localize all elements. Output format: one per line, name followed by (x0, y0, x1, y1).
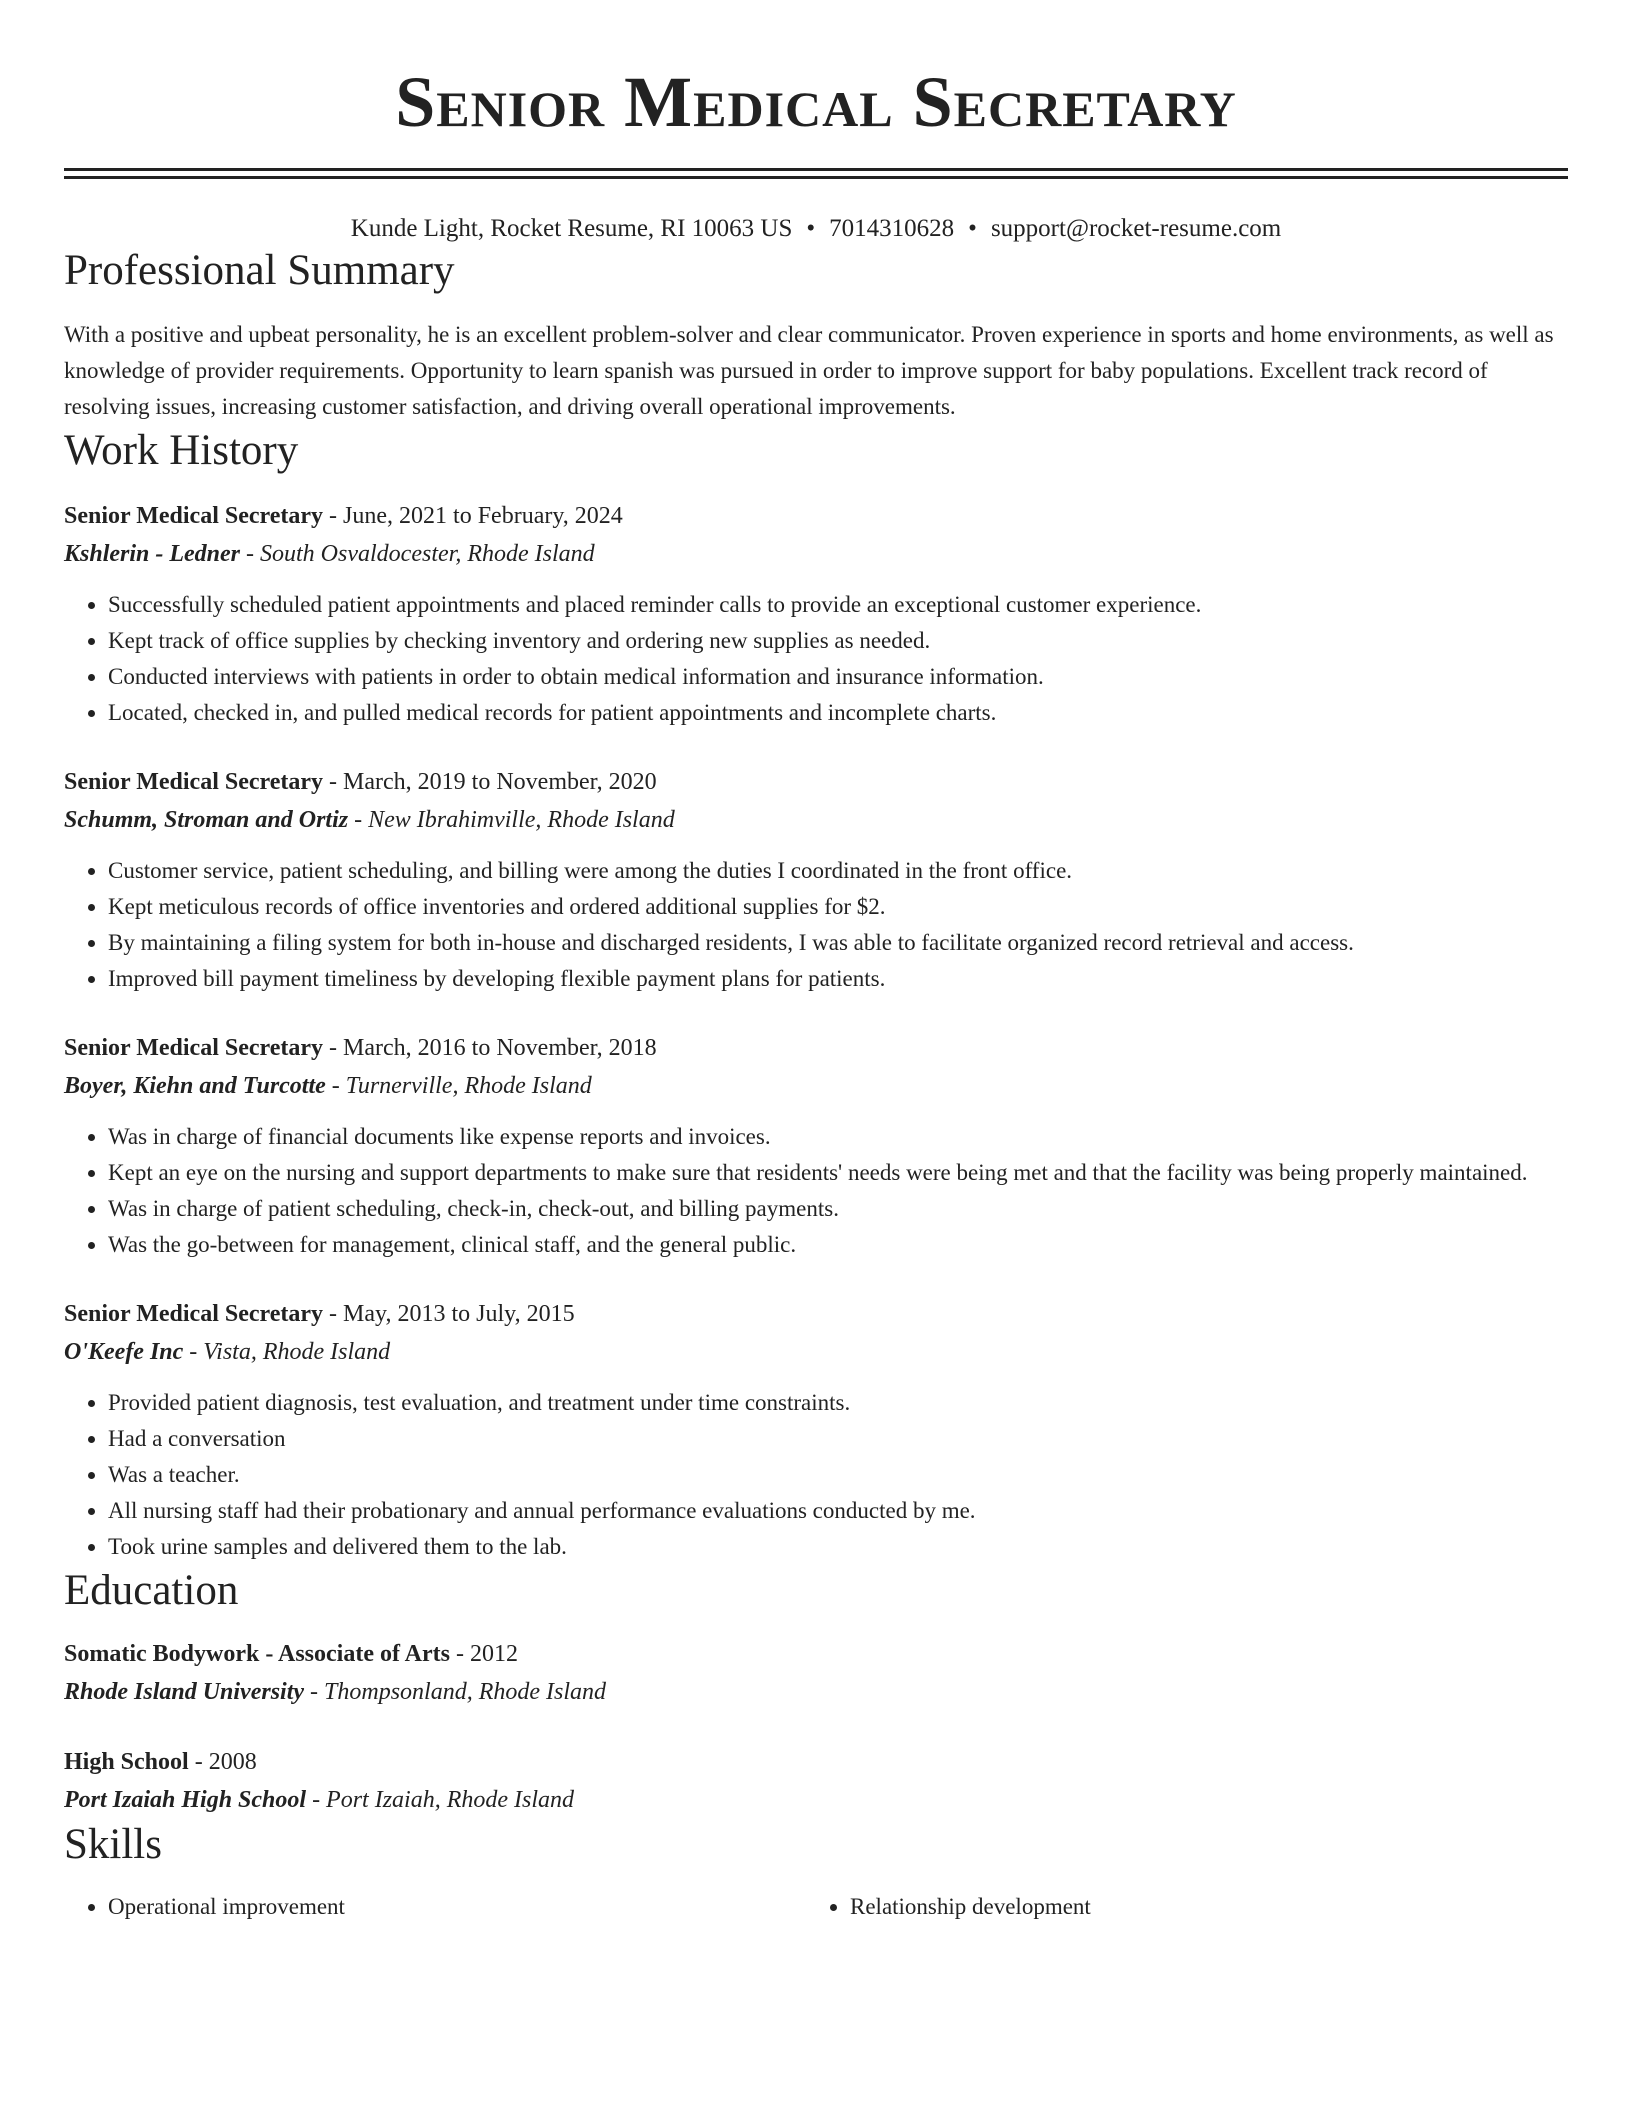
job-company: O'Keefe Inc (64, 1339, 184, 1365)
education-school: Port Izaiah High School (64, 1787, 307, 1813)
job-company: Boyer, Kiehn and Turcotte (64, 1073, 326, 1099)
job-bullet: • Was a teacher. (108, 1457, 1568, 1493)
job-entry (64, 1029, 1568, 1263)
job-bullet: • Kept track of office supplies by checking inventory and ordering new supplies as needed. (108, 623, 1568, 659)
job-bullet: • Customer service, patient scheduling, and billing were among the duties I coordinated in the front office. (108, 853, 1568, 889)
title-divider (64, 168, 1568, 179)
job-entry (64, 497, 1568, 731)
contact-address: Kunde Light, Rocket Resume, RI 10063 US (350, 215, 793, 242)
education-entry (64, 1743, 1568, 1819)
job-dates: - June, 2021 to February, 2024 (323, 503, 623, 529)
job-bullet: • Conducted interviews with patients in order to obtain medical information and insurance information. (108, 659, 1568, 695)
education-entry (64, 1635, 1568, 1711)
contact-phone: 7014310628 (829, 215, 955, 242)
education-year: - 2008 (188, 1749, 257, 1775)
job-bullets (64, 587, 1568, 731)
job-dates: - May, 2013 to July, 2015 (323, 1301, 575, 1327)
job-location: - Vista, Rhode Island (183, 1339, 391, 1365)
education-location: - Port Izaiah, Rhode Island (306, 1787, 575, 1813)
skill-item: • Relationship development (850, 1889, 1548, 1925)
skills-column-left (64, 1889, 806, 1925)
job-company-line (64, 801, 1568, 839)
contact-separator: • (968, 215, 977, 242)
education-degree: Somatic Bodywork - Associate of Arts (64, 1641, 450, 1667)
job-title: Senior Medical Secretary (64, 769, 324, 795)
job-entry (64, 1295, 1568, 1565)
job-title-line (64, 1029, 1568, 1067)
job-bullets (64, 1385, 1568, 1565)
skills-column-right (806, 1889, 1548, 1925)
job-title-line (64, 763, 1568, 801)
contact-email: support@rocket-resume.com (990, 215, 1282, 242)
resume-title: Senior Medical Secretary (395, 62, 1237, 142)
summary-heading: Professional Summary (64, 247, 455, 294)
education-school: Rhode Island University (64, 1679, 305, 1705)
education-location: - Thompsonland, Rhode Island (304, 1679, 607, 1705)
job-bullet: • Had a conversation (108, 1421, 1568, 1457)
work-history-heading: Work History (64, 427, 299, 474)
job-title: Senior Medical Secretary (64, 1035, 324, 1061)
job-company: Kshlerin - Ledner (64, 541, 241, 567)
job-bullet: • Provided patient diagnosis, test evaluation, and treatment under time constraints. (108, 1385, 1568, 1421)
contact-line (64, 213, 1568, 245)
job-bullet: • All nursing staff had their probationary and annual performance evaluations conducted by me. (108, 1493, 1568, 1529)
job-dates: - March, 2016 to November, 2018 (323, 1035, 657, 1061)
job-bullets (64, 853, 1568, 997)
education-school-line (64, 1673, 1568, 1711)
education-degree-line (64, 1635, 1568, 1673)
job-bullet: • Was the go-between for management, clinical staff, and the general public. (108, 1227, 1568, 1263)
job-company: Schumm, Stroman and Ortiz (64, 807, 349, 833)
job-title-line (64, 497, 1568, 535)
job-bullet: • Located, checked in, and pulled medical records for patient appointments and incomplete charts. (108, 695, 1568, 731)
skill-item: • Operational improvement (108, 1889, 806, 1925)
summary-text: With a positive and upbeat personality, he is an excellent problem-solver and clear communicator. Proven experience in sports and home environments, as well as knowledge of provider requirements. Opportunity to learn spanish was pursued in order to improve support for baby populations. Excellent track record of resolving issues, increasing customer satisfaction, and driving overall operational improvements. (64, 322, 1554, 419)
job-location: - New Ibrahimville, Rhode Island (348, 807, 675, 833)
job-bullets (64, 1119, 1568, 1263)
job-title: Senior Medical Secretary (64, 1301, 324, 1327)
job-location: - South Osvaldocester, Rhode Island (240, 541, 595, 567)
contact-separator: • (806, 215, 816, 242)
skills-list (64, 1889, 1568, 1925)
job-location: - Turnerville, Rhode Island (325, 1073, 592, 1099)
job-bullet: • By maintaining a filing system for both in-house and discharged residents, I was able to facilitate organized record retrieval and access. (108, 925, 1568, 961)
job-company-line (64, 535, 1568, 573)
education-year: - 2012 (449, 1641, 518, 1667)
job-bullet: • Kept an eye on the nursing and support departments to make sure that residents' needs were being met and that the facility was being properly maintained. (108, 1155, 1568, 1191)
job-title-line (64, 1295, 1568, 1333)
job-bullet: • Kept meticulous records of office inventories and ordered additional supplies for $2. (108, 889, 1568, 925)
job-bullet: • Was in charge of financial documents like expense reports and invoices. (108, 1119, 1568, 1155)
education-school-line (64, 1781, 1568, 1819)
job-entry (64, 763, 1568, 997)
education-degree: High School (64, 1749, 189, 1775)
job-bullet: • Was in charge of patient scheduling, check-in, check-out, and billing payments. (108, 1191, 1568, 1227)
job-company-line (64, 1067, 1568, 1105)
skills-heading: Skills (64, 1821, 162, 1868)
job-company-line (64, 1333, 1568, 1371)
job-bullet: • Improved bill payment timeliness by developing flexible payment plans for patients. (108, 961, 1568, 997)
job-bullet: • Successfully scheduled patient appointments and placed reminder calls to provide an exceptional customer experience. (108, 587, 1568, 623)
job-title: Senior Medical Secretary (64, 503, 324, 529)
job-bullet: • Took urine samples and delivered them to the lab. (108, 1529, 1568, 1565)
education-degree-line (64, 1743, 1568, 1781)
education-heading: Education (64, 1567, 239, 1614)
job-dates: - March, 2019 to November, 2020 (323, 769, 657, 795)
